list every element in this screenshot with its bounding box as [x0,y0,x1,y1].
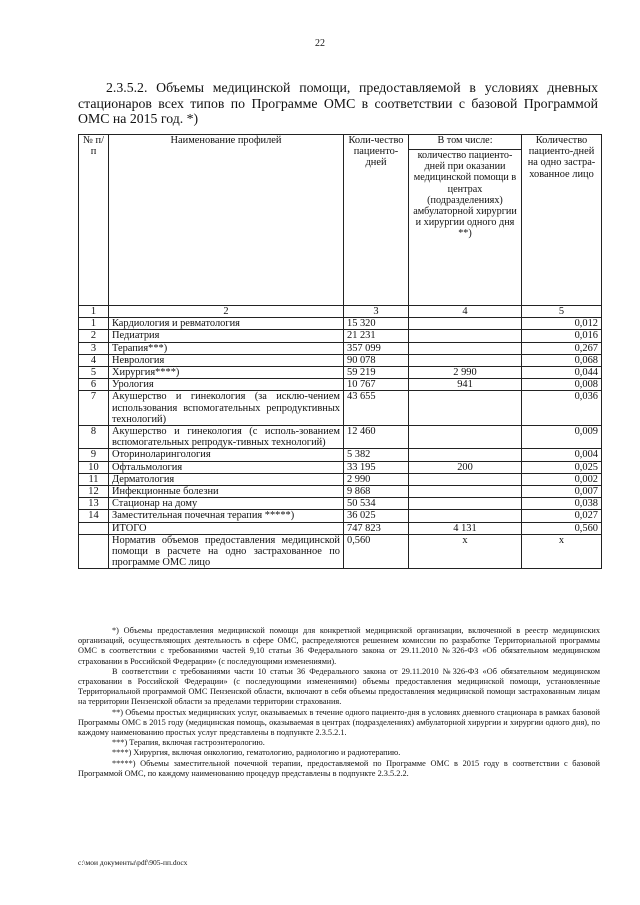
row-profile-name: ИТОГО [109,522,344,534]
row-profile-name: Стационар на дому [109,498,344,510]
row-patient-days: 15 320 [344,318,409,330]
row-patient-days: 36 025 [344,510,409,522]
header-patient-days: Коли-чество пациенто-дней [344,135,409,306]
column-number: 5 [522,306,602,318]
row-ambulatory-days [409,473,522,485]
volumes-table [78,134,602,569]
page-number: 22 [315,38,325,49]
row-number: 5 [79,367,109,379]
column-number: 4 [409,306,522,318]
row-number: 12 [79,486,109,498]
row-ambulatory-days [409,354,522,366]
row-profile-name: Заместительная почечная терапия *****) [109,510,344,522]
table-row [79,426,602,449]
table-row [79,330,602,342]
row-per-person: 0,025 [522,461,602,473]
file-path: c:\мои документы\pdf\905-пп.docx [78,858,188,867]
row-number: 3 [79,342,109,354]
row-profile-name: Неврология [109,354,344,366]
table-row [79,367,602,379]
row-per-person: 0,008 [522,379,602,391]
row-patient-days: 2 990 [344,473,409,485]
table-row [79,318,602,330]
row-patient-days: 9 868 [344,486,409,498]
norm-row [79,534,602,569]
header-per-person: Количество пациенто-дней на одно застра-хованное лицо [522,135,602,306]
row-ambulatory-days: 200 [409,461,522,473]
header-ambulatory: количество пациенто-дней при оказании медицинской помощи в центрах (подразделениях) амбулаторной хирургии и хирургии одного дня **) [409,150,522,306]
table-row [79,354,602,366]
footnote-paragraph: ***) Терапия, включая гастроэнтерологию. [112,738,265,748]
row-profile-name: Норматив объемов предоставления медицинской помощи в расчете на одно застрахованное по программе ОМС лицо [109,534,344,569]
row-profile-name: Акушерство и гинекология (за исклю-чением использования вспомогательных репродуктивных технологий) [109,391,344,426]
row-profile-name: Инфекционные болезни [109,486,344,498]
row-per-person: 0,009 [522,426,602,449]
row-profile-name: Терапия***) [109,342,344,354]
row-ambulatory-days [409,498,522,510]
row-per-person: 0,007 [522,486,602,498]
table-row [79,498,602,510]
row-number: 11 [79,473,109,485]
row-number: 7 [79,391,109,426]
footnote-paragraph: **) Объемы простых медицинских услуг, оказываемых в течение одного пациенто-дня в условиях дневного стационара в рамках базовой Программы ОМС в 2015 году (медицинская помощь, оказываемая в центрах (подразделениях) амбулаторной хирургии и хирургии одного дня), по каждому наименованию простых услуг представлены в подпункте 2.3.5.2.1. [78,707,600,738]
row-ambulatory-days [409,391,522,426]
row-per-person: x [522,534,602,569]
row-patient-days: 5 382 [344,449,409,461]
row-patient-days: 10 767 [344,379,409,391]
row-patient-days: 43 655 [344,391,409,426]
row-number: 9 [79,449,109,461]
column-number-row [79,306,602,318]
row-profile-name: Оториноларингология [109,449,344,461]
row-profile-name: Хирургия****) [109,367,344,379]
row-number: 4 [79,354,109,366]
table-header-row [79,135,602,150]
row-ambulatory-days [409,426,522,449]
row-per-person: 0,038 [522,498,602,510]
row-patient-days: 357 099 [344,342,409,354]
row-number: 2 [79,330,109,342]
table-row [79,461,602,473]
row-ambulatory-days [409,486,522,498]
row-ambulatory-days: x [409,534,522,569]
footnote-paragraph: В соответствии с требованиями части 10 статьи 36 Федерального закона от 29.11.2010 №326-ФЗ «Об обязательном медицинском страховании в Российской Федерации» (с последующими изменениями) объемы предоставления медицинской помощи, установленные Территориальной программой ОМС Пензенской области, включают в себя объемы предоставления медицинской помощи застрахованным лицам на территории Пензенской области за пределами территории страхования. [78,666,600,707]
row-per-person: 0,560 [522,522,602,534]
row-profile-name: Педиатрия [109,330,344,342]
row-per-person: 0,012 [522,318,602,330]
row-profile-name: Кардиология и ревматология [109,318,344,330]
row-ambulatory-days [409,318,522,330]
row-per-person: 0,267 [522,342,602,354]
table-row [79,486,602,498]
row-patient-days: 12 460 [344,426,409,449]
footnote-paragraph: *****) Объемы заместительной почечной терапии, предоставляемой по Программе ОМС в 2015 году в соответствии с базовой Программой ОМС, по каждому наименованию процедур представлены в подпункте 2.3.5.2.2. [78,758,600,778]
row-number: 13 [79,498,109,510]
row-patient-days: 0,560 [344,534,409,569]
row-ambulatory-days [409,449,522,461]
row-ambulatory-days: 941 [409,379,522,391]
row-per-person: 0,016 [522,330,602,342]
row-profile-name: Урология [109,379,344,391]
row-ambulatory-days: 4 131 [409,522,522,534]
row-number: 8 [79,426,109,449]
row-ambulatory-days: 2 990 [409,367,522,379]
row-patient-days: 33 195 [344,461,409,473]
header-name: Наименование профилей [109,135,344,306]
row-per-person: 0,002 [522,473,602,485]
table-row [79,510,602,522]
row-number [79,522,109,534]
row-patient-days: 90 078 [344,354,409,366]
row-per-person: 0,004 [522,449,602,461]
column-number: 2 [109,306,344,318]
row-number: 10 [79,461,109,473]
row-per-person: 0,044 [522,367,602,379]
row-ambulatory-days [409,342,522,354]
row-per-person: 0,027 [522,510,602,522]
table-row [79,391,602,426]
row-patient-days: 747 823 [344,522,409,534]
row-patient-days: 21 231 [344,330,409,342]
footnote-paragraph: ****) Хирургия, включая онкологию, гематологию, радиологию и радиотерапию. [112,748,401,758]
row-profile-name: Акушерство и гинекология (с исполь-зованием вспомогательных репродук-тивных технологий) [109,426,344,449]
row-profile-name: Офтальмология [109,461,344,473]
row-profile-name: Дерматология [109,473,344,485]
table-row [79,342,602,354]
column-number: 3 [344,306,409,318]
table-row [79,379,602,391]
row-per-person: 0,068 [522,354,602,366]
header-num: № п/п [79,135,109,306]
header-including: В том числе: [409,135,522,150]
row-ambulatory-days [409,330,522,342]
column-number: 1 [79,306,109,318]
total-row [79,522,602,534]
row-patient-days: 59 219 [344,367,409,379]
row-number [79,534,109,569]
footnotes [78,626,600,779]
footnote-paragraph: *) Объемы предоставления медицинской помощи для конкретной медицинской организации, включенной в реестр медицинских организаций, осуществляющих деятельность в сфере ОМС, распределяются решением комиссии по разработке Территориальной программы ОМС в соответствии с требованиями частей 9,10 статьи 36 Федерального закона от 29.11.2010 №326-ФЗ «Об обязательном медицинском страховании в Российской Федерации» (с последующими изменениями). [78,626,600,666]
row-number: 6 [79,379,109,391]
row-ambulatory-days [409,510,522,522]
row-number: 1 [79,318,109,330]
row-number: 14 [79,510,109,522]
table-row [79,473,602,485]
row-per-person: 0,036 [522,391,602,426]
section-heading: 2.3.5.2. Объемы медицинской помощи, предоставляемой в условиях дневных стационаров всех типов по Программе ОМС в соответствии с базовой Программой ОМС на 2015 год. *) [78,80,598,127]
row-patient-days: 50 534 [344,498,409,510]
table-row [79,449,602,461]
